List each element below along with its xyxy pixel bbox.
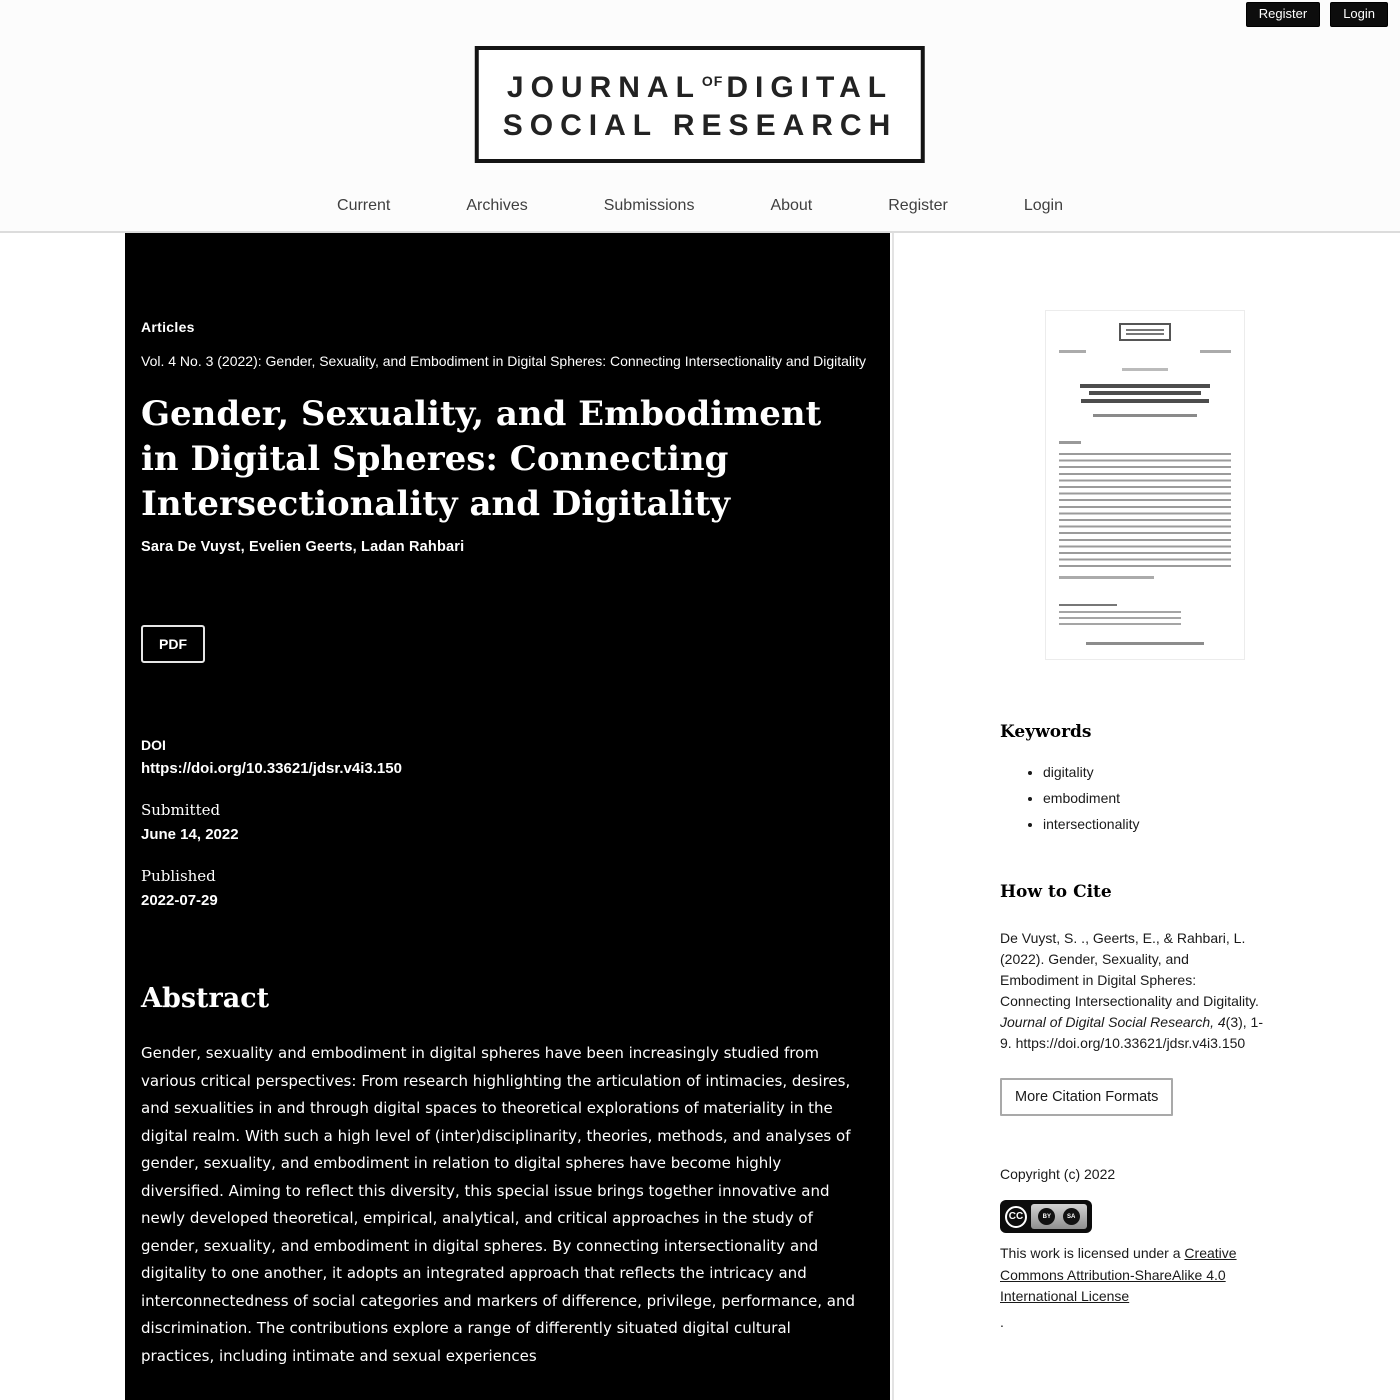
thumb-footer-line <box>1086 642 1204 645</box>
citation-tail: (3), 1-9. https://doi.org/10.33621/jdsr.v4i3.150 <box>1000 1014 1264 1051</box>
thumb-journal-logo <box>1119 323 1171 341</box>
thumb-author-line <box>1093 414 1197 417</box>
license-statement <box>1000 1243 1263 1308</box>
cc-by-icon: BY <box>1038 1208 1055 1225</box>
more-citation-formats-button[interactable]: More Citation Formats <box>1000 1078 1173 1116</box>
license-link[interactable]: Creative Commons Attribution-ShareAlike 4.0 International License <box>1000 1245 1237 1304</box>
citation-journal-name: Journal of Digital Social Research, 4 <box>1000 1014 1226 1030</box>
published-value: 2022-07-29 <box>141 892 218 909</box>
license-prefix: This work is licensed under a <box>1000 1245 1185 1261</box>
top-auth-bar <box>1246 2 1388 27</box>
keyword-embodiment[interactable]: • embodiment <box>1043 790 1263 806</box>
thumb-note-line <box>1122 368 1168 371</box>
logo-line-1 <box>503 62 897 107</box>
doi-value <box>141 760 865 777</box>
abstract-text: Gender, sexuality and embodiment in digital spheres have been increasingly studied from various critical perspectives: From research highlighting the articulation of intimacies, desires, and sexualities in and through digital spaces to theoretical explorations of materiality in the digital realm. With such a high level of (inter)disciplinarity, theories, methods, and analyses of gender, sexuality, and embodiment in relation to digital spheres have become highly diversified. Aiming to reflect this diversity, this special issue brings together innovative and newly developed theoretical, empirical, analytical, and critical approaches in the study of gender, sexuality, and embodiment in digital spheres. By connecting intersectionality and digitality to one another, it adopts an integrated approach that reflects the intricacy and interconnectedness of social categories and markers of difference, privilege, performance, and discrimination. The contributions explore a range of differently situated digital cultural practices, including intimate and sexual experiences <box>141 1044 856 1365</box>
keywords-heading: Keywords <box>1000 722 1092 742</box>
article-panel <box>125 233 890 1400</box>
section-label: Articles <box>141 319 195 335</box>
cc-by-sa-badge[interactable] <box>1000 1200 1092 1233</box>
article-sidebar <box>1000 233 1263 1330</box>
logo-word-journal: JOURNAL <box>506 71 701 104</box>
abstract-heading: Abstract <box>141 983 270 1014</box>
citation-main: De Vuyst, S. ., Geerts, E., & Rahbari, L. (2022). Gender, Sexuality, and Embodiment in Digital Spheres: Connecting Intersectionality and Digitality. <box>1000 930 1259 1009</box>
published-block <box>141 867 865 909</box>
cc-badge-plate <box>1031 1204 1087 1229</box>
galley-row <box>141 625 865 663</box>
thumb-header-row <box>1059 350 1231 353</box>
submitted-block <box>141 801 865 843</box>
cc-icon: CC <box>1005 1206 1027 1228</box>
doi-block <box>141 737 865 777</box>
pdf-button[interactable]: PDF <box>141 625 205 663</box>
cc-sa-icon: SA <box>1063 1208 1080 1225</box>
primary-nav <box>0 197 1400 215</box>
doi-label: DOI <box>141 737 166 753</box>
thumb-footnote-lines <box>1059 611 1181 629</box>
keyword-digitality[interactable]: • digitality <box>1043 764 1263 780</box>
nav-item-register[interactable]: Register <box>888 197 948 214</box>
nav-item-submissions[interactable]: Submissions <box>603 197 695 214</box>
register-button[interactable]: Register <box>1246 2 1320 27</box>
logo-line-2: SOCIAL RESEARCH <box>502 109 898 142</box>
keywords-section <box>1000 722 1263 832</box>
thumb-abstract-label <box>1059 441 1081 444</box>
article-authors: Sara De Vuyst, Evelien Geerts, Ladan Rahbari <box>141 539 465 555</box>
thumb-paragraph-lines <box>1059 453 1231 571</box>
thumb-title-lines <box>1059 384 1231 403</box>
how-to-cite-section <box>1000 882 1263 1116</box>
pdf-preview-thumbnail[interactable] <box>1045 310 1245 660</box>
logo-word-of: OF <box>701 73 724 89</box>
published-label: Published <box>141 867 216 885</box>
site-header <box>0 0 1400 233</box>
thumb-keywords-line <box>1059 576 1154 579</box>
copyright-line: Copyright (c) 2022 <box>1000 1166 1116 1182</box>
login-button[interactable]: Login <box>1330 2 1388 27</box>
submitted-value: June 14, 2022 <box>141 826 239 843</box>
citation-text <box>1000 928 1263 1054</box>
nav-item-login[interactable]: Login <box>1023 197 1063 214</box>
keywords-list <box>1000 764 1263 832</box>
nav-item-current[interactable]: Current <box>337 197 391 214</box>
issue-breadcrumb-link[interactable]: Vol. 4 No. 3 (2022): Gender, Sexuality, and Embodiment in Digital Spheres: Connecting Intersectionality and Digitality <box>141 353 867 369</box>
keyword-intersectionality[interactable]: • intersectionality <box>1043 816 1263 832</box>
license-trailing-dot: . <box>1000 1313 1004 1330</box>
article-title: Gender, Sexuality, and Embodiment in Digital Spheres: Connecting Intersectionality and Digitality <box>141 394 822 524</box>
how-to-cite-heading: How to Cite <box>1000 882 1112 902</box>
thumb-footnote-rule <box>1059 604 1117 606</box>
nav-item-about[interactable]: About <box>770 197 813 214</box>
nav-item-archives[interactable]: Archives <box>466 197 528 214</box>
doi-link[interactable]: https://doi.org/10.33621/jdsr.v4i3.150 <box>141 760 402 777</box>
journal-logo[interactable] <box>475 46 925 163</box>
content-divider <box>892 233 894 1400</box>
logo-word-digital: DIGITAL <box>726 71 894 104</box>
submitted-label: Submitted <box>141 801 221 819</box>
